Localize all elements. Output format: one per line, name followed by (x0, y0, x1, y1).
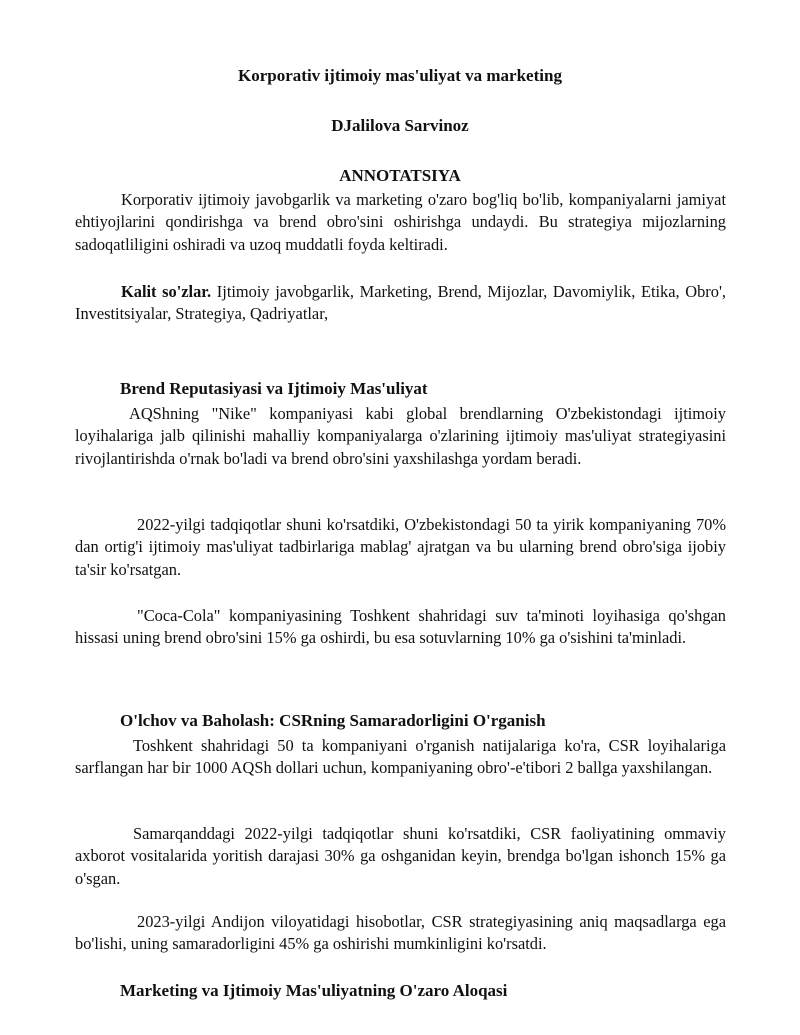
section-paragraph: 2022-yilgi tadqiqotlar shuni ko'rsatdiki, O'zbekistondagi 50 ta yirik kompaniyaning 70% dan ortig'i ijtimoiy mas'uliyat tadbirlariga mablag' ajratgan va bu ularning brend obro'siga ijobiy ta'sir ko'rsatgan. (75, 515, 726, 579)
section-paragraph: 2023-yilgi Andijon viloyatidagi hisobotlar, CSR strategiyasining aniq maqsadlarga ega bo'lishi, uning samaradorligini 45% ga oshirishi mumkinligini ko'rsatdi. (75, 912, 726, 954)
section-heading-csr-measurement: O'lchov va Baholash: CSRning Samaradorligini O'rganish (120, 711, 546, 730)
abstract-paragraph: Korporativ ijtimoiy javobgarlik va marketing o'zaro bog'liq bo'lib, kompaniyalarni jamiyat ehtiyojlarini qondirishga va brend obro'sini oshirishga undaydi. Bu strategiya mijozlarning sadoqatliligini oshiradi va uzoq muddatli foyda keltiradi. (75, 190, 726, 254)
section-heading-brand-reputation: Brend Reputasiyasi va Ijtimoiy Mas'uliyat (120, 379, 428, 398)
keywords-list: Ijtimoiy javobgarlik, Marketing, Brend, Mijozlar, Davomiylik, Etika, Obro', Investitsiyalar, Strategiya, Qadriyatlar, (75, 282, 726, 324)
paper-title: Korporativ ijtimoiy mas'uliyat va marketing (238, 66, 562, 85)
keywords-label: Kalit so'zlar. (121, 282, 212, 301)
section-paragraph: AQShning "Nike" kompaniyasi kabi global brendlarning O'zbekistondagi ijtimoiy loyihalariga jalb qilinishi mahalliy kompaniyalarga o'zlarining ijtimoiy mas'uliyat strategiyasini rivojlantirishda o'rnak bo'ladi va brend obro'sini yaxshilashga yordam beradi. (75, 404, 726, 468)
section-paragraph: Samarqanddagi 2022-yilgi tadqiqotlar shuni ko'rsatdiki, CSR faoliyatining ommaviy axborot vositalarida yoritish darajasi 30% ga oshganidan keyin, brendga bo'lgan ishonch 15% ga o'sgan. (75, 824, 726, 888)
section-paragraph: "Coca-Cola" kompaniyasining Toshkent shahridagi suv ta'minoti loyihasiga qo'shgan hissasi uning brend obro'sini 15% ga oshirdi, bu esa sotuvlarning 10% ga o'sishini ta'minladi. (75, 606, 726, 648)
keywords-paragraph (75, 281, 726, 326)
section-heading-marketing-csr: Marketing va Ijtimoiy Mas'uliyatning O'zaro Aloqasi (120, 981, 508, 1000)
abstract-heading: ANNOTATSIYA (339, 166, 461, 185)
author-name: DJalilova Sarvinoz (331, 116, 469, 135)
section-paragraph: Toshkent shahridagi 50 ta kompaniyani o'rganish natijalariga ko'ra, CSR loyihalariga sarflangan har bir 1000 AQSh dollari uchun, kompaniyaning obro'-e'tibori 2 ballga yaxshilangan. (75, 736, 726, 778)
